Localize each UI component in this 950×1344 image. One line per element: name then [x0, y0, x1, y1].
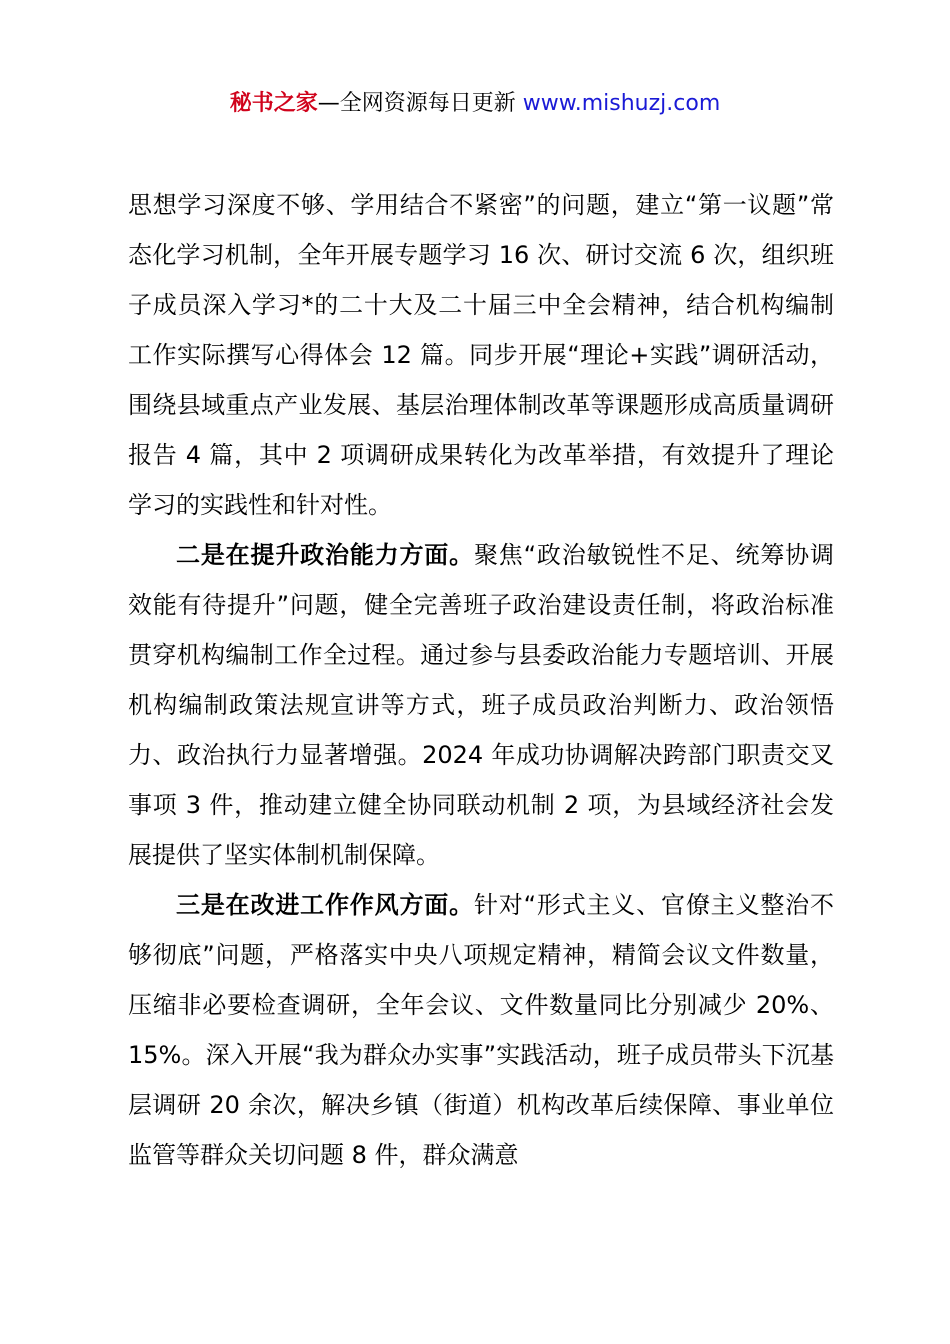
site-url[interactable]: www.mishuzj.com [522, 91, 721, 116]
paragraph-text: 思想学习深度不够、学用结合不紧密”的问题，建立“第一议题”常态化学习机制，全年开展专题学习 16 次、研讨交流 6 次，组织班子成员深入学习*的二十大及二十届三中全会精神，结合机构编制工作实际撰写心得体会 12 篇。同步开展“理论+实践”调研活动，围绕县域重点产业发展、基层治理体制改革等课题形成高质量调研报告 4 篇，其中 2 项调研成果转化为改革举措，有效提升了理论学习的实践性和针对性。 [128, 191, 834, 519]
paragraph-heading: 三是在改进工作作风方面。 [176, 891, 474, 919]
document-body [128, 180, 834, 1180]
paragraph-political-ability [128, 530, 834, 880]
site-tagline: —全网资源每日更新 [317, 91, 523, 116]
paragraph-text: 针对“形式主义、官僚主义整治不够彻底”问题，严格落实中央八项规定精神，精简会议文件数量，压缩非必要检查调研，全年会议、文件数量同比分别减少 20%、15%。深入开展“我为群众办实事”实践活动，班子成员带头下沉基层调研 20 余次，解决乡镇（街道）机构改革后续保障、事业单位监管等群众关切问题 8 件，群众满意 [128, 891, 834, 1169]
paragraph-work-style [128, 880, 834, 1180]
brand-name: 秘书之家 [229, 91, 318, 116]
paragraph-heading: 二是在提升政治能力方面。 [176, 541, 474, 569]
paragraph-text: 聚焦“政治敏锐性不足、统筹协调效能有待提升”问题，健全完善班子政治建设责任制，将政治标准贯穿机构编制工作全过程。通过参与县委政治能力专题培训、开展机构编制政策法规宣讲等方式，班子成员政治判断力、政治领悟力、政治执行力显著增强。2024 年成功协调解决跨部门职责交叉事项 3 件，推动建立健全协同联动机制 2 项，为县域经济社会发展提供了坚实体制机制保障。 [128, 541, 834, 869]
site-header [0, 86, 950, 122]
paragraph-theory-study [128, 180, 834, 530]
